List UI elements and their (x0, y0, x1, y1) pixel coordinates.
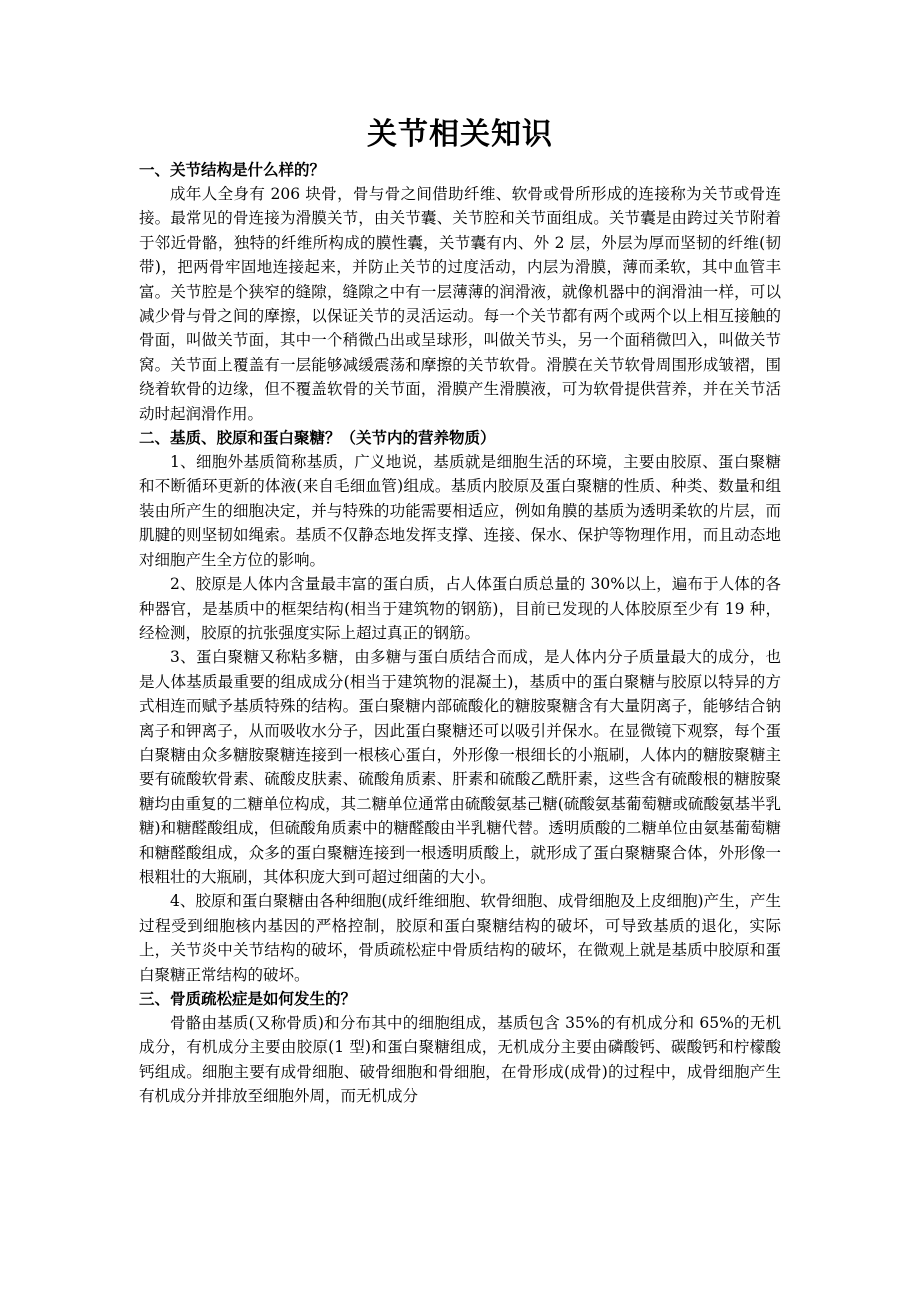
document-title: 关节相关知识 (367, 117, 553, 152)
paragraph: 成年人全身有 206 块骨，骨与骨之间借助纤维、软骨或骨所形成的连接称为关节或骨连接。最常见的骨连接为滑膜关节，由关节囊、关节腔和关节面组成。关节囊是由跨过关节附着于邻近骨骼，独特的纤维所构成的膜性囊，关节囊有内、外 2 层，外层为厚而坚韧的纤维(韧带)，把两骨牢固地连接起来，并防止关节的过度活动，内层为滑膜，薄而柔软，其中血管丰富。关节腔是个狭窄的缝隙，缝隙之中有一层薄薄的润滑液，就像机器中的润滑油一样，可以减少骨与骨之间的摩擦，以保证关节的灵活运动。每一个关节都有两个或两个以上相互接触的骨面，叫做关节面，其中一个稍微凸出或呈球形，叫做关节头，另一个面稍微凹入，叫做关节窝。关节面上覆盖有一层能够减缓震荡和摩擦的关节软骨。滑膜在关节软骨周围形成皱褶，围绕着软骨的边缘，但不覆盖软骨的关节面，滑膜产生滑膜液，可为软骨提供营养，并在关节活动时起润滑作用。 (139, 185, 781, 423)
section-osteoporosis (139, 987, 781, 1109)
section-matrix (139, 426, 781, 987)
paragraph: 3、蛋白聚糖又称粘多糖，由多糖与蛋白质结合而成，是人体内分子质量最大的成分，也是人体基质最重要的组成成分(相当于建筑物的混凝土)，基质中的蛋白聚糖与胶原以特异的方式相连而赋予基质特殊的结构。蛋白聚糖内部硫酸化的糖胺聚糖含有大量阴离子，能够结合钠离子和钾离子，从而吸收水分子，因此蛋白聚糖还可以吸引并保水。在显微镜下观察，每个蛋白聚糖由众多糖胺聚糖连接到一根核心蛋白，外形像一根细长的小瓶刷，人体内的糖胺聚糖主要有硫酸软骨素、硫酸皮肤素、硫酸角质素、肝素和硫酸乙酰肝素，这些含有硫酸根的糖胺聚糖均由重复的二糖单位构成，其二糖单位通常由硫酸氨基己糖(硫酸氨基葡萄糖或硫酸氨基半乳糖)和糖醛酸组成，但硫酸角质素中的糖醛酸由半乳糖代替。透明质酸的二糖单位由氨基葡萄糖和糖醛酸组成，众多的蛋白聚糖连接到一根透明质酸上，就形成了蛋白聚糖聚合体，外形像一根粗壮的大瓶刷，其体积庞大到可超过细菌的大小。 (139, 648, 781, 886)
section-heading: 二、基质、胶原和蛋白聚糖？（关节内的营养物质） (139, 429, 496, 448)
section-heading: 三、骨质疏松症是如何发生的？ (139, 990, 357, 1008)
paragraph: 骨骼由基质(又称骨质)和分布其中的细胞组成，基质包含 35%的有机成分和 65%的无机成分，有机成分主要由胶原(1 型)和蛋白聚糖组成，无机成分主要由磷酸钙、碳酸钙和柠檬酸钙组成。细胞主要有成骨细胞、破骨细胞和骨细胞，在骨形成(成骨)的过程中，成骨细胞产生有机成分并排放至细胞外周，而无机成分 (139, 1014, 781, 1106)
paragraph: 2、胶原是人体内含量最丰富的蛋白质，占人体蛋白质总量的 30%以上，遍布于人体的各种器官，是基质中的框架结构(相当于建筑物的钢筋)，目前已发现的人体胶原至少有 19 种，经检测，胶原的抗张强度实际上超过真正的钢筋。 (139, 575, 781, 642)
section-heading: 一、关节结构是什么样的？ (139, 161, 326, 179)
paragraph: 1、细胞外基质简称基质，广义地说，基质就是细胞生活的环境，主要由胶原、蛋白聚糖和不断循环更新的体液(来自毛细血管)组成。基质内胶原及蛋白聚糖的性质、种类、数量和组装由所产生的细胞决定，并与特殊的功能需要相适应，例如角膜的基质为透明柔软的片层，而肌腱的则坚韧如绳索。基质不仅静态地发挥支撑、连接、保水、保护等物理作用，而且动态地对细胞产生全方位的影响。 (139, 453, 781, 569)
paragraph: 4、胶原和蛋白聚糖由各种细胞(成纤维细胞、软骨细胞、成骨细胞及上皮细胞)产生，产生过程受到细胞核内基因的严格控制，胶原和蛋白聚糖结构的破坏，可导致基质的退化，实际上，关节炎中关节结构的破坏，骨质疏松症中骨质结构的破坏，在微观上就是基质中胶原和蛋白聚糖正常结构的破坏。 (139, 892, 781, 984)
document-page (139, 112, 781, 1109)
section-structure (139, 158, 781, 426)
